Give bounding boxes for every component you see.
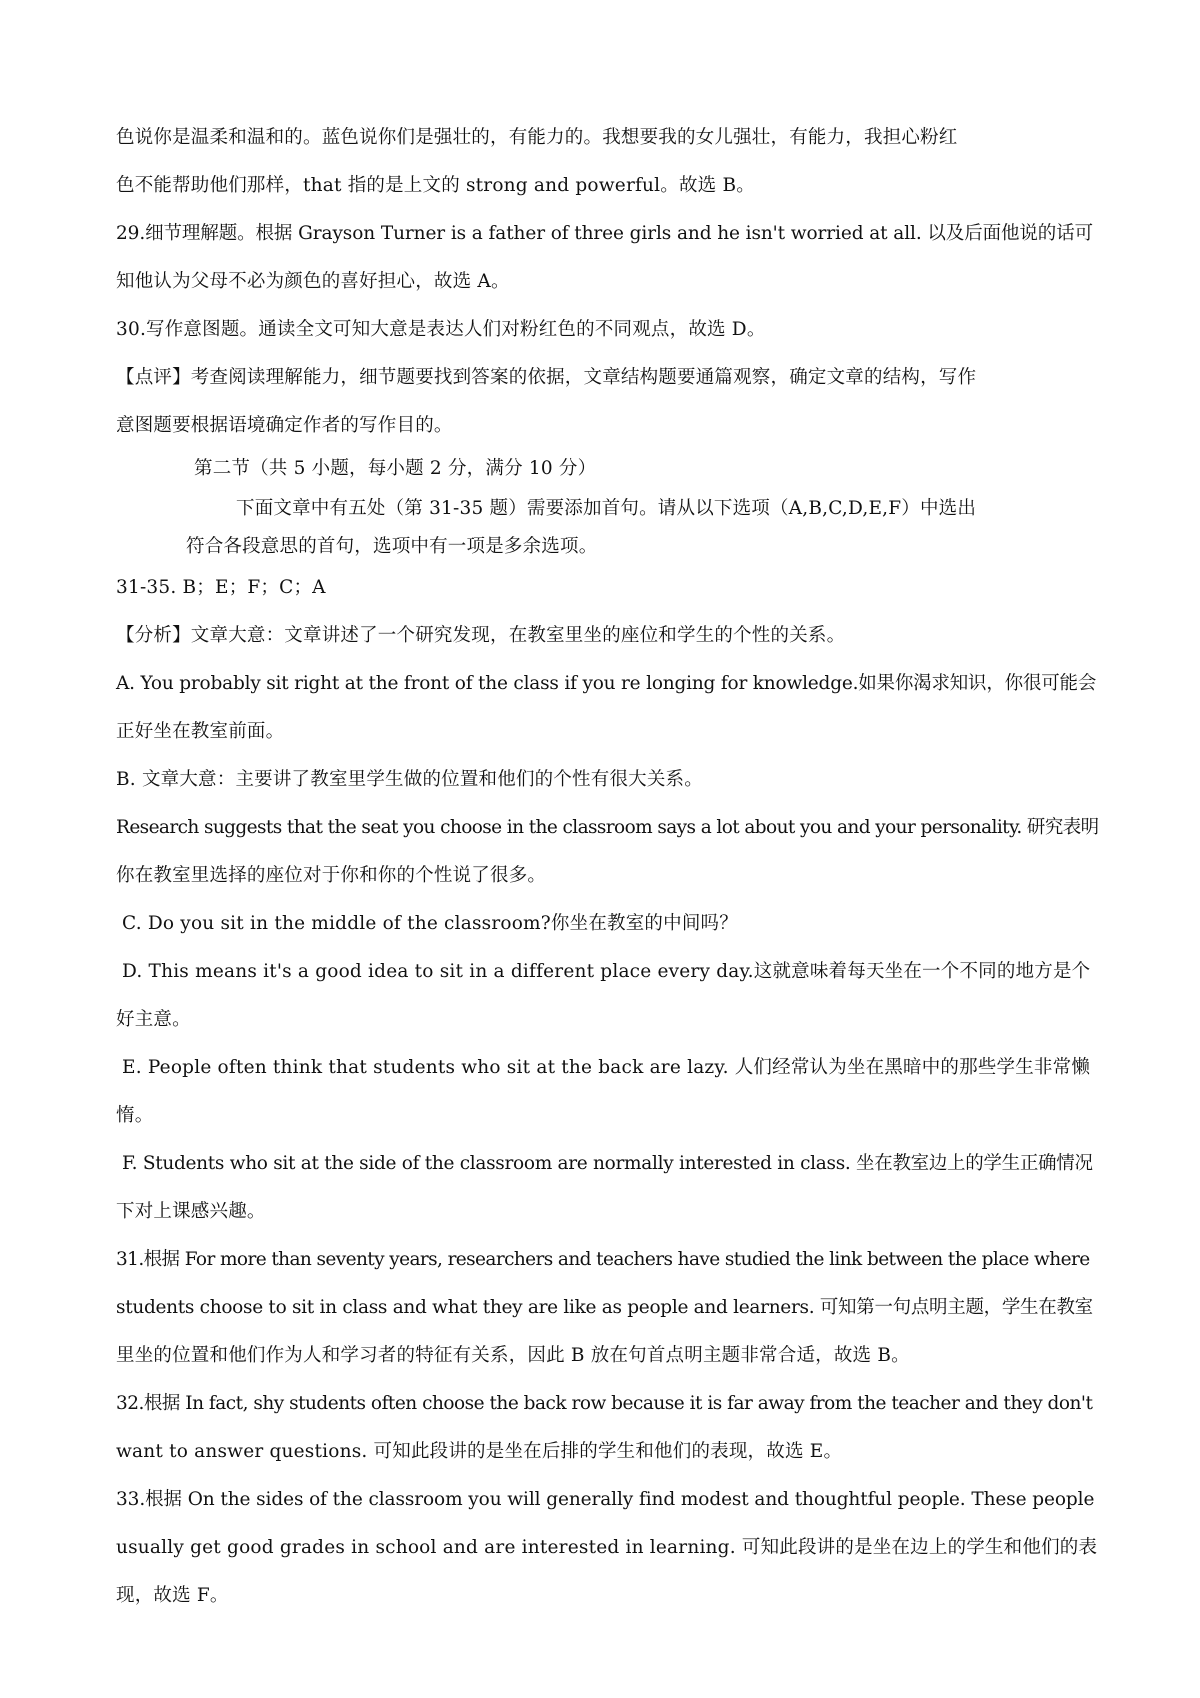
option-f-line-1: F. Students who sit at the side of the classroom are normally interested in class. 坐在教室边上的学生正确情况 xyxy=(122,1153,1093,1174)
section-heading: 第二节（共 5 小题，每小题 2 分，满分 10 分） xyxy=(194,458,597,479)
option-d-line-1: D. This means it's a good idea to sit in a different place every day.这就意味着每天坐在一个不同的地方是个 xyxy=(122,961,1091,982)
text-line-2: 色不能帮助他们那样，that 指的是上文的 strong and powerful。故选 B。 xyxy=(116,175,755,196)
q32-line-2: want to answer questions. 可知此段讲的是坐在后排的学生和他们的表现，故选 E。 xyxy=(116,1441,843,1462)
text-line-5: 30.写作意图题。通读全文可知大意是表达人们对粉红色的不同观点，故选 D。 xyxy=(116,319,766,340)
option-f-line-2: 下对上课感兴趣。 xyxy=(116,1201,266,1222)
q31-line-2: students choose to sit in class and what they are like as people and learners. 可知第一句点明主题，学生在教室 xyxy=(116,1297,1093,1318)
q33-line-1: 33.根据 On the sides of the classroom you will generally find modest and thoughtful people. These people xyxy=(116,1489,1095,1510)
q33-line-3: 现，故选 F。 xyxy=(116,1585,229,1606)
text-line-6: 【点评】考查阅读理解能力，细节题要找到答案的依据，文章结构题要通篇观察，确定文章的结构，写作 xyxy=(116,367,977,388)
text-line-7: 意图题要根据语境确定作者的写作目的。 xyxy=(116,415,453,436)
option-e-line-1: E. People often think that students who sit at the back are lazy. 人们经常认为坐在黑暗中的那些学生非常懒 xyxy=(122,1057,1091,1078)
text-line-3: 29.细节理解题。根据 Grayson Turner is a father of three girls and he isn't worried at all. 以及后面他说的话可 xyxy=(116,223,1094,244)
option-a-line-1: A. You probably sit right at the front of the class if you re longing for knowledge.如果你渴求知识，你很可能会 xyxy=(116,673,1097,694)
q31-line-3: 里坐的位置和他们作为人和学习者的特征有关系，因此 B 放在句首点明主题非常合适，故选 B。 xyxy=(116,1345,910,1366)
option-c-line: C. Do you sit in the middle of the classroom?你坐在教室的中间吗？ xyxy=(122,913,738,934)
q31-line-1: 31.根据 For more than seventy years, researchers and teachers have studied the link between the place where xyxy=(116,1249,1090,1270)
instruction-line-2: 符合各段意思的首句，选项中有一项是多余选项。 xyxy=(186,536,598,557)
option-b-line-1: B. 文章大意：主要讲了教室里学生做的位置和他们的个性有很大关系。 xyxy=(116,769,703,790)
option-a-line-2: 正好坐在教室前面。 xyxy=(116,721,285,742)
text-line-4: 知他认为父母不必为颜色的喜好担心，故选 A。 xyxy=(116,271,510,292)
instruction-line-1: 下面文章中有五处（第 31-35 题）需要添加首句。请从以下选项（A,B,C,D,E,F）中选出 xyxy=(236,498,977,519)
text-line-12: 【分析】文章大意：文章讲述了一个研究发现，在教室里坐的座位和学生的个性的关系。 xyxy=(116,625,846,646)
q32-line-1: 32.根据 In fact, shy students often choose the back row because it is far away from the teacher and they don't xyxy=(116,1393,1093,1414)
answer-key: 31-35. B；E；F；C；A xyxy=(116,577,326,598)
option-e-line-2: 惰。 xyxy=(116,1105,154,1126)
option-b-line-3: 你在教室里选择的座位对于你和你的个性说了很多。 xyxy=(116,865,547,886)
option-d-line-2: 好主意。 xyxy=(116,1009,191,1030)
text-line-1: 色说你是温柔和温和的。蓝色说你们是强壮的，有能力的。我想要我的女儿强壮，有能力，我担心粉红 xyxy=(116,127,958,148)
option-b-line-2: Research suggests that the seat you choose in the classroom says a lot about you and your personality. 研究表明 xyxy=(116,817,1099,838)
q33-line-2: usually get good grades in school and are interested in learning. 可知此段讲的是坐在边上的学生和他们的表 xyxy=(116,1537,1098,1558)
